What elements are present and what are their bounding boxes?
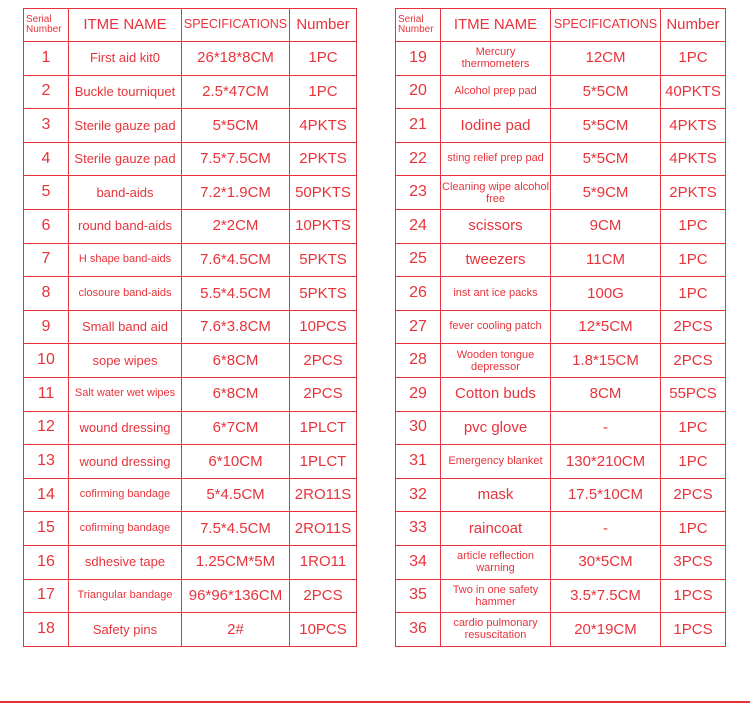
cell-item-name: raincoat: [441, 512, 551, 546]
cell-item-name: cofirming bandage: [69, 478, 182, 512]
cell-serial: 3: [24, 109, 69, 143]
cell-specification: 6*7CM: [182, 411, 290, 445]
cell-serial: 31: [396, 445, 441, 479]
cell-serial: 2: [24, 75, 69, 109]
cell-number: 2PCS: [661, 344, 726, 378]
cell-item-name: sting relief prep pad: [441, 142, 551, 176]
cell-number: 10PKTS: [290, 209, 357, 243]
cell-number: 1PC: [290, 75, 357, 109]
cell-number: 1PC: [661, 445, 726, 479]
cell-serial: 28: [396, 344, 441, 378]
table-row: [396, 209, 726, 243]
cell-specification: 1.25CM*5M: [182, 545, 290, 579]
cell-item-name: Sterile gauze pad: [69, 142, 182, 176]
cell-item-name: article reflection warning: [441, 545, 551, 579]
header-specifications: SPECIFICATIONS: [551, 9, 661, 42]
cell-serial: 7: [24, 243, 69, 277]
cell-item-name: wound dressing: [69, 445, 182, 479]
table-row: [24, 176, 357, 210]
cell-specification: 7.5*4.5CM: [182, 512, 290, 546]
cell-item-name: cofirming bandage: [69, 512, 182, 546]
cell-number: 1PC: [290, 42, 357, 76]
cell-specification: 7.5*7.5CM: [182, 142, 290, 176]
cell-item-name: Triangular bandage: [69, 579, 182, 613]
header-item-name: ITME NAME: [69, 9, 182, 42]
table-row: [24, 579, 357, 613]
cell-item-name: Wooden tongue depressor: [441, 344, 551, 378]
table-row: [24, 209, 357, 243]
table-header-row: [24, 9, 357, 42]
header-serial-number: Serial Number: [24, 9, 69, 42]
table-row: [24, 613, 357, 647]
cell-number: 2RO11S: [290, 478, 357, 512]
cell-item-name: wound dressing: [69, 411, 182, 445]
cell-item-name: inst ant ice packs: [441, 277, 551, 311]
cell-number: 1PC: [661, 512, 726, 546]
table-row: [24, 75, 357, 109]
table-row: [24, 310, 357, 344]
table-row: [396, 109, 726, 143]
cell-specification: 2#: [182, 613, 290, 647]
cell-serial: 1: [24, 42, 69, 76]
cell-number: 2RO11S: [290, 512, 357, 546]
table-row: [24, 478, 357, 512]
cell-item-name: closoure band-aids: [69, 277, 182, 311]
cell-serial: 14: [24, 478, 69, 512]
table-row: [24, 411, 357, 445]
cell-serial: 30: [396, 411, 441, 445]
table-row: [24, 545, 357, 579]
cell-serial: 9: [24, 310, 69, 344]
cell-item-name: Alcohol prep pad: [441, 75, 551, 109]
cell-item-name: Mercury thermometers: [441, 42, 551, 76]
cell-number: 1PCS: [661, 579, 726, 613]
table-row: [24, 445, 357, 479]
cell-specification: 100G: [551, 277, 661, 311]
cell-specification: 9CM: [551, 209, 661, 243]
cell-number: 1PC: [661, 42, 726, 76]
cell-specification: -: [551, 512, 661, 546]
cell-number: 4PKTS: [661, 142, 726, 176]
cell-number: 2PCS: [290, 344, 357, 378]
cell-number: 2PCS: [661, 478, 726, 512]
cell-specification: 130*210CM: [551, 445, 661, 479]
cell-specification: 6*8CM: [182, 344, 290, 378]
table-row: [24, 109, 357, 143]
cell-item-name: fever cooling patch: [441, 310, 551, 344]
header-serial-number: Serial Number: [396, 9, 441, 42]
cell-serial: 5: [24, 176, 69, 210]
cell-specification: -: [551, 411, 661, 445]
cell-item-name: Iodine pad: [441, 109, 551, 143]
table-row: [396, 445, 726, 479]
table-row: [396, 478, 726, 512]
cell-number: 1PC: [661, 209, 726, 243]
cell-item-name: round band-aids: [69, 209, 182, 243]
header-specifications: SPECIFICATIONS: [182, 9, 290, 42]
table-row: [396, 142, 726, 176]
cell-serial: 29: [396, 377, 441, 411]
cell-item-name: scissors: [441, 209, 551, 243]
cell-specification: 12*5CM: [551, 310, 661, 344]
cell-serial: 17: [24, 579, 69, 613]
cell-serial: 23: [396, 176, 441, 210]
table-header-row: [396, 9, 726, 42]
cell-number: 2PCS: [290, 377, 357, 411]
cell-specification: 5*5CM: [551, 75, 661, 109]
cell-item-name: Salt water wet wipes: [69, 377, 182, 411]
cell-serial: 15: [24, 512, 69, 546]
cell-item-name: pvc glove: [441, 411, 551, 445]
right-table: [395, 8, 726, 647]
left-table: [23, 8, 357, 647]
table-row: [24, 42, 357, 76]
cell-serial: 10: [24, 344, 69, 378]
cell-number: 5PKTS: [290, 243, 357, 277]
cell-number: 1PLCT: [290, 445, 357, 479]
table-row: [396, 176, 726, 210]
cell-serial: 25: [396, 243, 441, 277]
cell-item-name: First aid kit0: [69, 42, 182, 76]
cell-item-name: sope wipes: [69, 344, 182, 378]
cell-serial: 22: [396, 142, 441, 176]
cell-serial: 16: [24, 545, 69, 579]
table-row: [396, 377, 726, 411]
cell-specification: 6*8CM: [182, 377, 290, 411]
cell-serial: 6: [24, 209, 69, 243]
cell-serial: 20: [396, 75, 441, 109]
cell-specification: 5*4.5CM: [182, 478, 290, 512]
cell-specification: 2.5*47CM: [182, 75, 290, 109]
header-item-name: ITME NAME: [441, 9, 551, 42]
table-row: [396, 579, 726, 613]
cell-specification: 17.5*10CM: [551, 478, 661, 512]
bottom-divider: [0, 701, 750, 703]
header-number: Number: [661, 9, 726, 42]
table-row: [396, 512, 726, 546]
cell-specification: 1.8*15CM: [551, 344, 661, 378]
cell-specification: 5*9CM: [551, 176, 661, 210]
cell-item-name: Small band aid: [69, 310, 182, 344]
cell-serial: 19: [396, 42, 441, 76]
cell-number: 4PKTS: [661, 109, 726, 143]
cell-number: 55PCS: [661, 377, 726, 411]
table-row: [24, 277, 357, 311]
cell-specification: 7.2*1.9CM: [182, 176, 290, 210]
table-row: [396, 75, 726, 109]
cell-item-name: tweezers: [441, 243, 551, 277]
cell-item-name: H shape band-aids: [69, 243, 182, 277]
cell-number: 1PC: [661, 411, 726, 445]
table-row: [396, 42, 726, 76]
cell-specification: 3.5*7.5CM: [551, 579, 661, 613]
table-row: [396, 310, 726, 344]
cell-item-name: Two in one safety hammer: [441, 579, 551, 613]
cell-item-name: Cleaning wipe alcohol free: [441, 176, 551, 210]
cell-number: 10PCS: [290, 310, 357, 344]
cell-number: 1PLCT: [290, 411, 357, 445]
cell-serial: 8: [24, 277, 69, 311]
cell-serial: 32: [396, 478, 441, 512]
cell-specification: 26*18*8CM: [182, 42, 290, 76]
cell-number: 40PKTS: [661, 75, 726, 109]
cell-item-name: Cotton buds: [441, 377, 551, 411]
cell-specification: 8CM: [551, 377, 661, 411]
cell-number: 50PKTS: [290, 176, 357, 210]
cell-number: 10PCS: [290, 613, 357, 647]
cell-serial: 34: [396, 545, 441, 579]
header-number: Number: [290, 9, 357, 42]
cell-item-name: Emergency blanket: [441, 445, 551, 479]
cell-item-name: band-aids: [69, 176, 182, 210]
table-row: [24, 512, 357, 546]
cell-specification: 5*5CM: [551, 109, 661, 143]
table-row: [24, 377, 357, 411]
cell-item-name: sdhesive tape: [69, 545, 182, 579]
cell-item-name: cardio pulmonary resuscitation: [441, 613, 551, 647]
cell-specification: 11CM: [551, 243, 661, 277]
cell-serial: 24: [396, 209, 441, 243]
table-row: [24, 243, 357, 277]
cell-item-name: Sterile gauze pad: [69, 109, 182, 143]
cell-serial: 26: [396, 277, 441, 311]
table-row: [24, 344, 357, 378]
cell-serial: 36: [396, 613, 441, 647]
table-row: [396, 243, 726, 277]
cell-item-name: Buckle tourniquet: [69, 75, 182, 109]
cell-serial: 12: [24, 411, 69, 445]
cell-specification: 5*5CM: [551, 142, 661, 176]
cell-serial: 13: [24, 445, 69, 479]
cell-serial: 35: [396, 579, 441, 613]
table-row: [24, 142, 357, 176]
cell-serial: 33: [396, 512, 441, 546]
cell-number: 1PC: [661, 277, 726, 311]
cell-serial: 4: [24, 142, 69, 176]
cell-serial: 21: [396, 109, 441, 143]
cell-number: 5PKTS: [290, 277, 357, 311]
table-row: [396, 545, 726, 579]
cell-serial: 18: [24, 613, 69, 647]
cell-specification: 7.6*4.5CM: [182, 243, 290, 277]
cell-number: 1RO11: [290, 545, 357, 579]
cell-specification: 2*2CM: [182, 209, 290, 243]
cell-number: 2PCS: [661, 310, 726, 344]
cell-specification: 12CM: [551, 42, 661, 76]
cell-serial: 27: [396, 310, 441, 344]
table-row: [396, 277, 726, 311]
cell-number: 2PKTS: [290, 142, 357, 176]
cell-number: 1PCS: [661, 613, 726, 647]
table-row: [396, 411, 726, 445]
cell-specification: 5*5CM: [182, 109, 290, 143]
cell-specification: 5.5*4.5CM: [182, 277, 290, 311]
cell-specification: 96*96*136CM: [182, 579, 290, 613]
cell-specification: 20*19CM: [551, 613, 661, 647]
cell-specification: 6*10CM: [182, 445, 290, 479]
cell-number: 4PKTS: [290, 109, 357, 143]
table-row: [396, 344, 726, 378]
cell-specification: 7.6*3.8CM: [182, 310, 290, 344]
cell-serial: 11: [24, 377, 69, 411]
table-row: [396, 613, 726, 647]
cell-specification: 30*5CM: [551, 545, 661, 579]
cell-number: 2PCS: [290, 579, 357, 613]
cell-number: 2PKTS: [661, 176, 726, 210]
cell-item-name: mask: [441, 478, 551, 512]
cell-item-name: Safety pins: [69, 613, 182, 647]
cell-number: 1PC: [661, 243, 726, 277]
cell-number: 3PCS: [661, 545, 726, 579]
